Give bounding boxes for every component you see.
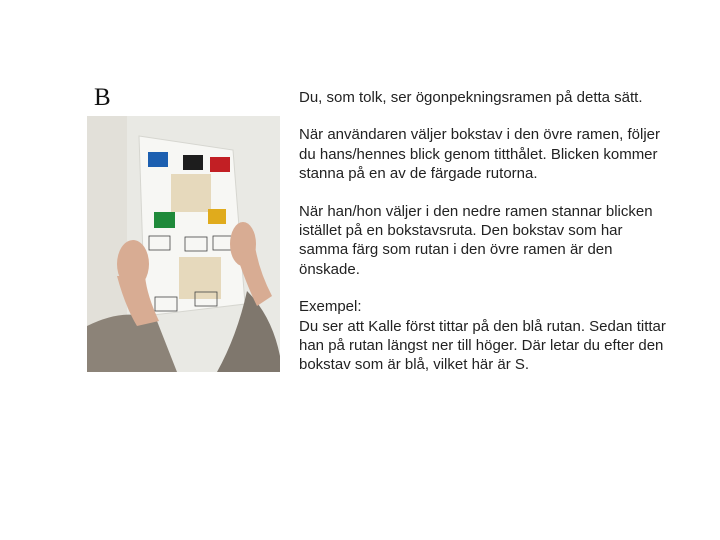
upper-peephole	[171, 174, 211, 212]
paragraph: När användaren väljer bokstav i den övre ramen, följer du hans/hennes blick genom titthålet. Blicken kommer stanna på en av de färgade rutorna.	[299, 126, 661, 183]
green-square	[154, 212, 175, 228]
paragraph: Du, som tolk, ser ögonpekningsramen på detta sätt.	[299, 89, 643, 106]
red-square	[210, 157, 230, 172]
eye-gaze-board-photo	[87, 116, 280, 372]
paragraph: Exempel: Du ser att Kalle först tittar på den blå rutan. Sedan tittar han på rutan längst ner till höger. Där letar du efter den bokstav som är blå, vilket här är S.	[299, 298, 666, 374]
instruction-text	[299, 88, 669, 393]
black-square	[183, 155, 203, 170]
paragraph: När han/hon väljer i den nedre ramen stannar blicken istället på en bokstavsruta. Den bokstav som har samma färg som rutan i den övre ramen är den önskade.	[299, 202, 653, 278]
lower-peephole	[179, 257, 221, 299]
blue-square	[148, 152, 168, 167]
slide-letter: B	[94, 84, 111, 111]
yellow-square	[208, 209, 226, 224]
